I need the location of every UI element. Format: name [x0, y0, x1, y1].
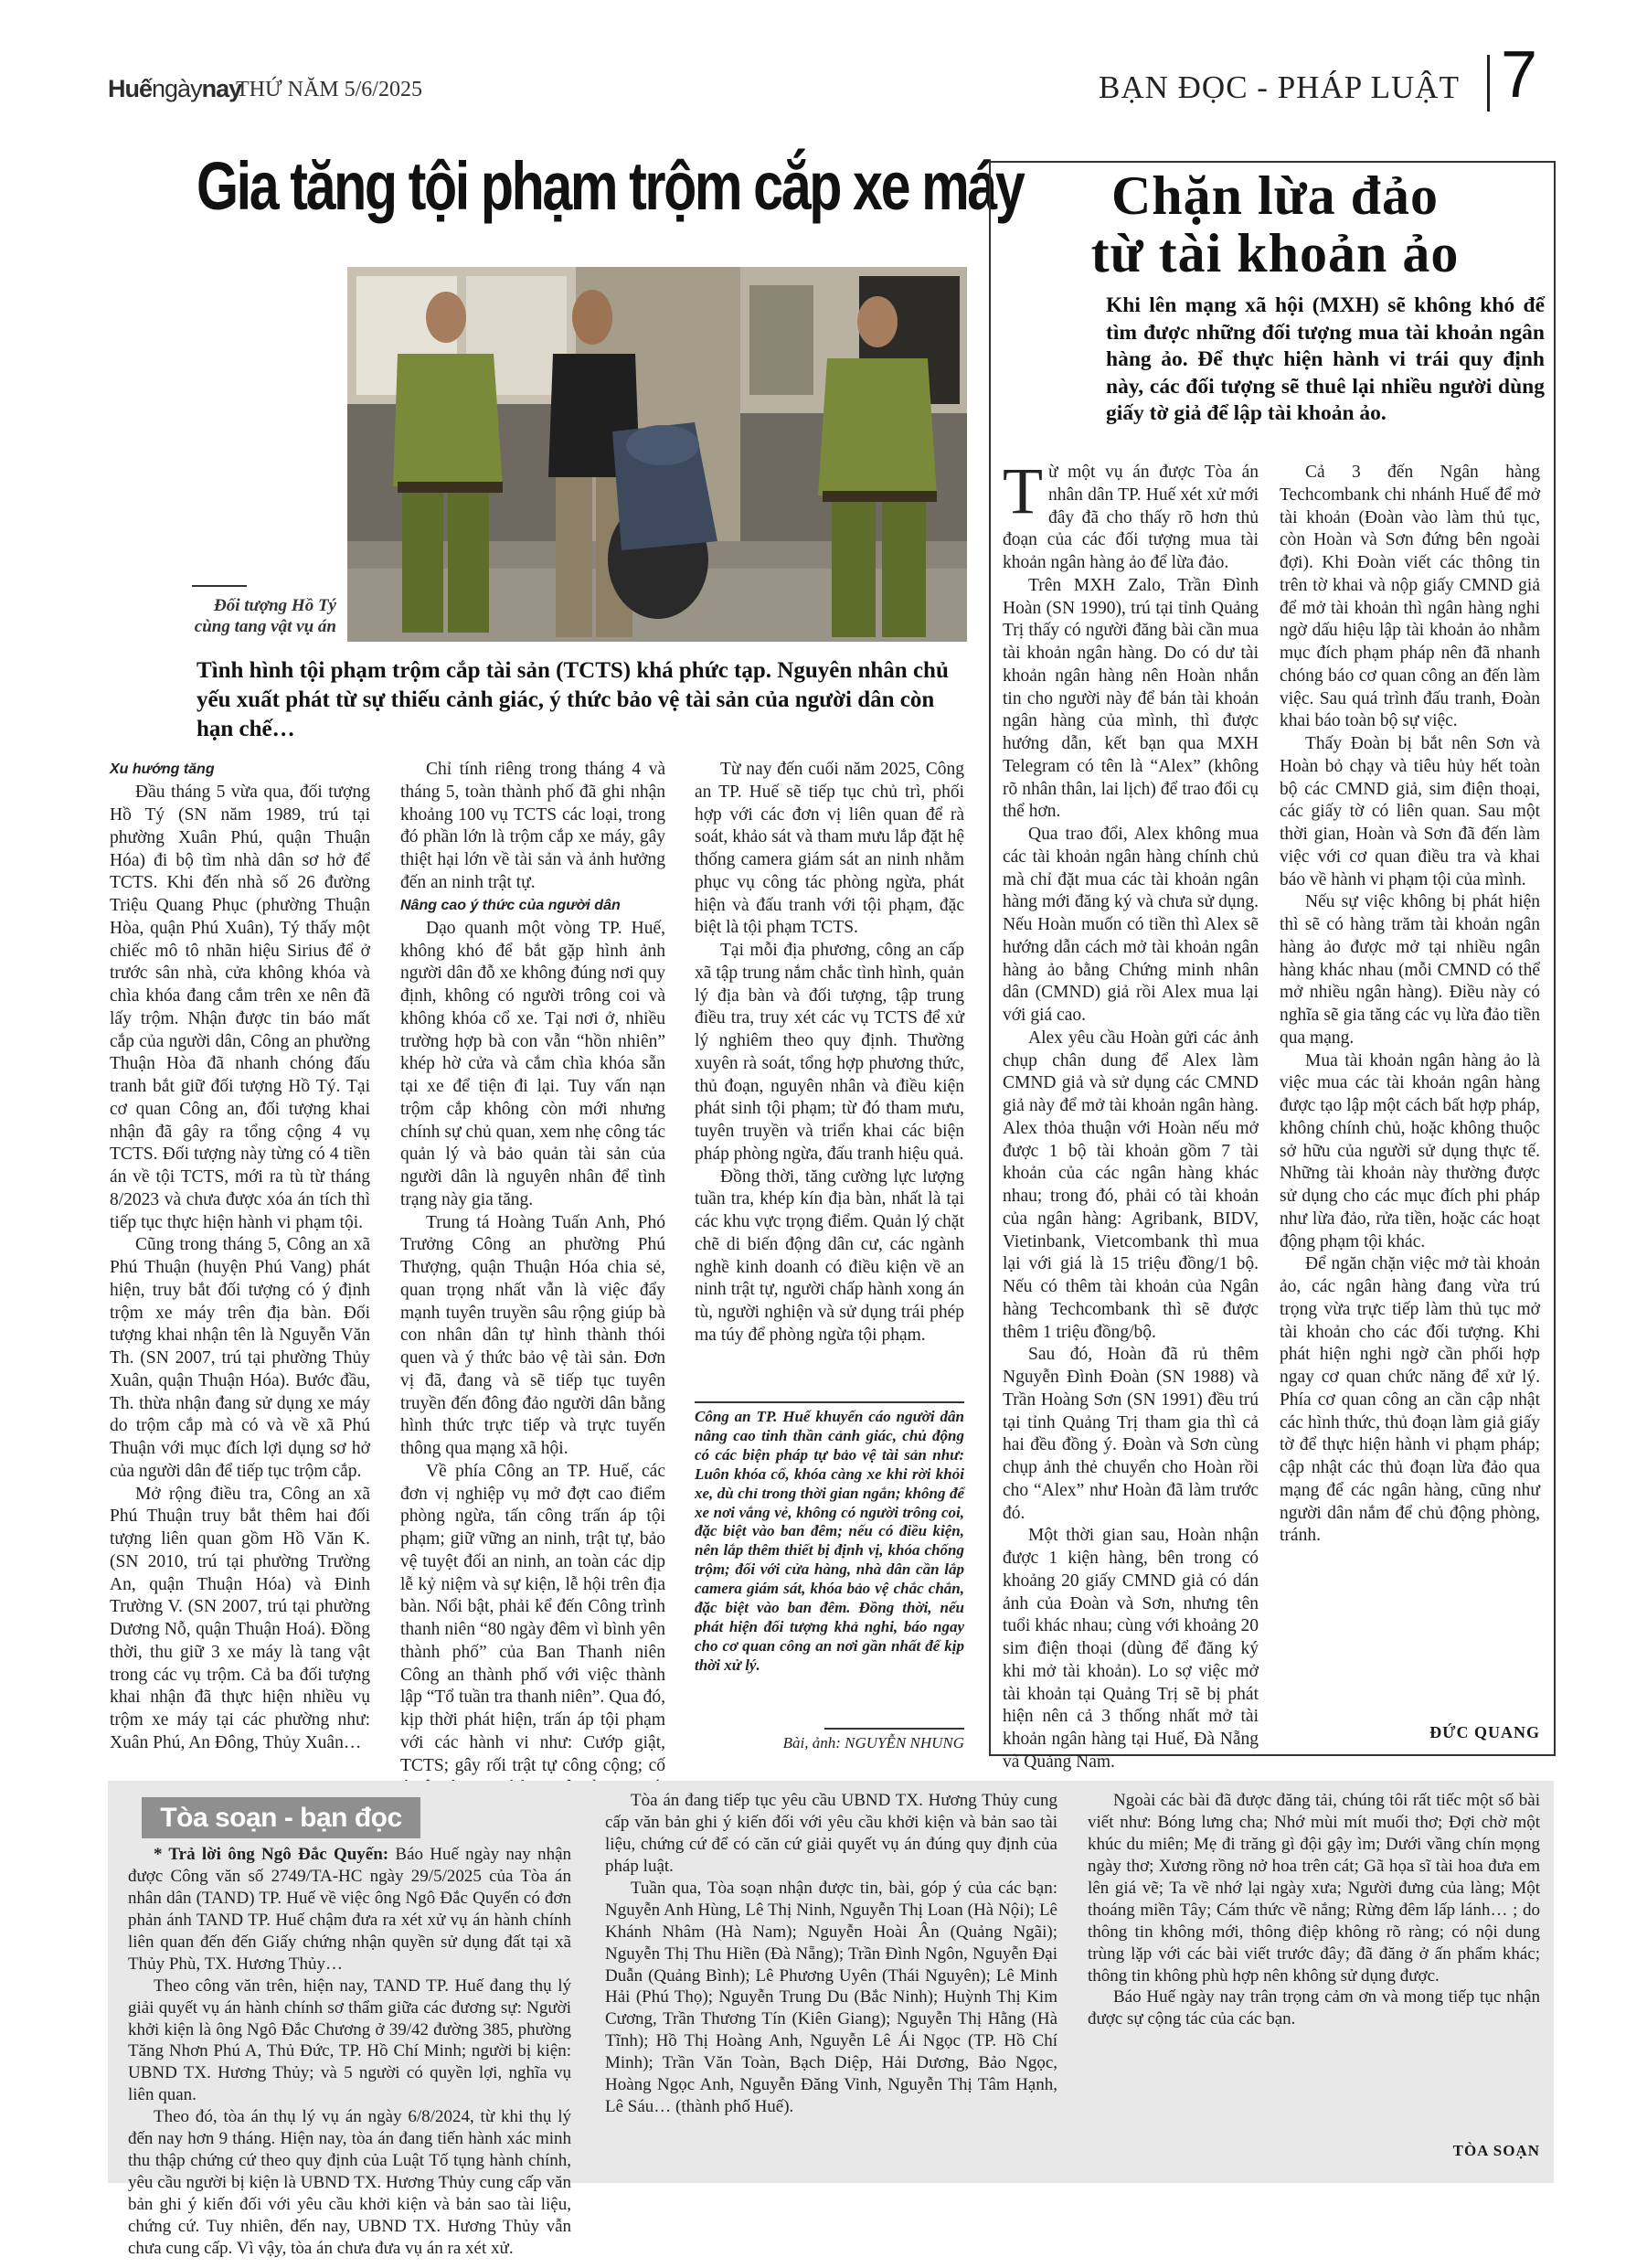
logo-part-hue: Huế: [108, 75, 153, 102]
note-rule: [695, 1401, 964, 1403]
article-title[interactable]: [1005, 167, 1545, 282]
reader-box-column-1: [128, 1844, 571, 2260]
reader-box-signature: TÒA SOẠN: [1452, 2142, 1540, 2159]
section-title: BẠN ĐỌC - PHÁP LUẬT: [1099, 69, 1460, 105]
paragraph: Tòa án đang tiếp tục yêu cầu UBND TX. Hương Thủy cung cấp văn bản ghi ý kiến đối với yêu cầu khởi kiện và bản sao tài liệu, chứng cứ để có căn cứ giải quyết vụ án đúng quy định của pháp luật.: [605, 1791, 1057, 1876]
paragraph: Mua tài khoản ngân hàng ảo là việc mua các tài khoản ngân hàng được tạo lập một cách bất hợp pháp, không chính chủ, hoặc không thuộc sở hữu của người sử dụng thực tế. Những tài khoản này thường được sử dụng cho các mục đích phi pháp như lừa đảo, rửa tiền, hoặc các hoạt động phạm tội khác.: [1280, 1050, 1540, 1251]
paragraph: Cũng trong tháng 5, Công an xã Phú Thuận (huyện Phú Vang) phát hiện, truy bắt đối tượng có ý định trộm xe máy trên địa bàn. Đối tượng khai nhận tên là Nguyễn Văn Th. (SN 2007, trú tại phường Thủy Xuân, quận Thuận Hóa). Bước đầu, Th. thừa nhận đang sử dụng xe máy do trộm cắp mà có và về xã Phú Thuận với mục đích lợi dụng sơ hở của người dân để tiếp tục trộm cắp.: [110, 1235, 370, 1481]
paragraph: [1003, 454, 1259, 575]
title-line: Chặn lừa đảo: [1110, 165, 1440, 226]
caption-rule: [192, 585, 247, 587]
paragraph: Để ngăn chặn việc mở tài khoản ảo, các ngân hàng đang vừa trú trọng vừa trực tiếp làm thủ tục mở tài khoản cho các đối tượng. Khi phát hiện nghi ngờ cần phối hợp ngay cơ quan chức năng để xử lý. Phía cơ quan công an cần cập nhật các hình thức, thủ đoạn làm giả giấy tờ để thực hiện hành vi phạm pháp; cập nhật các thủ đoạn lừa đảo qua mạng để các ngân hàng, cũng như người dân nắm để chủ động phòng, tránh.: [1280, 1254, 1540, 1546]
paragraph-text: Báo Huế ngày nay nhận được Công văn số 2749/TA-HC ngày 29/5/2025 của Tòa án nhân dân (TAND) TP. Huế về việc ông Ngô Đắc Quyến có đơn phản ánh TAND TP. Huế chậm đưa ra xét xử vụ án hành chính liên quan đến đến Giấy chứng nhận quyền sử dụng đất tại xã Thủy Phù, TX. Hương Thủy…: [128, 1845, 572, 1974]
issue-date: THỨ NĂM 5/6/2025: [236, 78, 422, 101]
reader-box-column-2: [605, 1790, 1057, 2118]
advisory-note: Công an TP. Huế khuyến cáo người dân nâng cao tinh thần cảnh giác, chủ động có các biện pháp tự bảo vệ tài sản như: Luôn khóa cổ, khóa càng xe khi rời khỏi xe, dù chỉ trong thời gian ngắn; không để xe nơi vắng vẻ, không có người trông coi, đặc biệt vào ban đêm; nếu có điều kiện, nên lắp thêm thiết bị định vị, khóa chống trộm; đối với cửa hàng, nhà dân cần lắp camera giám sát, khóa bảo vệ chắc chắn, đặc biệt vào ban đêm. Đồng thời, nếu phát hiện đối tượng khả nghi, báo ngay cho cơ quan công an nơi gần nhất để kịp thời xử lý.: [695, 1408, 964, 1674]
paragraph: Trung tá Hoàng Tuấn Anh, Phó Trưởng Công an phường Phú Thượng, quận Thuận Hóa chia sẻ, quan trọng nhất vẫn là việc đẩy mạnh tuyên truyền sâu rộng giúp bà con nhân dân tự hình thành thói quen và ý thức bảo vệ tài sản. Đơn vị đã, đang và sẽ tiếp tục tuyên truyền đến đông đảo người dân bằng hình thức trực tiếp và trực tuyến thông qua mạng xã hội.: [400, 1212, 665, 1459]
page-number: 7: [1501, 38, 1538, 112]
photo-caption-line: Đối tượng Hồ Tý: [214, 596, 336, 615]
paragraph: Từ nay đến cuối năm 2025, Công an TP. Huế sẽ tiếp tục chủ trì, phối hợp với các đơn vị liên quan để rà soát, khảo sát và tham mưu lắp đặt hệ thống camera giám sát an ninh nhằm phục vụ công tác phòng ngừa, phát hiện và đấu tranh với tội phạm, đặc biệt là tội phạm TCTS.: [695, 760, 964, 938]
photo-caption: [146, 596, 336, 638]
reply-heading: * Trả lời ông Ngô Đắc Quyến:: [154, 1845, 389, 1864]
paragraph: Một thời gian sau, Hoàn nhận được 1 kiện hàng, bên trong có khoảng 20 giấy CMND giả có dán ảnh của Đoàn và Sơn, nhưng tên tuổi khác nhau; cùng với khoảng 20 sim điện thoại (dùng để đăng ký khi mở tài khoản). Lo sợ việc mở tài khoản tại Quảng Trị sẽ bị phát hiện nên cả 3 thống nhất mở tài khoản ngân hàng tại Huế, Đà Nẵng và Quảng Nam.: [1003, 1526, 1259, 1772]
reader-box-label: Tòa soạn - bạn đọc: [160, 1803, 402, 1833]
article-title[interactable]: Gia tăng tội phạm trộm cắp xe máy: [197, 148, 1024, 224]
paragraph: Nếu sự việc không bị phát hiện thì sẽ có hàng trăm tài khoản ngân hàng ảo được mở tại nhiều ngân hàng khác nhau (mỗi CMND có thể mở nhiều ngân hàng). Điều này có nghĩa sẽ gia tăng các vụ lừa đảo tiền qua mạng.: [1280, 892, 1540, 1048]
title-line: từ tài khoản ảo: [1090, 223, 1460, 283]
paragraph: Thấy Đoàn bị bắt nên Sơn và Hoàn bỏ chạy và tiêu hủy hết toàn bộ các CMND giả, sim điện thoại, các giấy tờ có liên quan. Sau một thời gian, Hoàn và Sơn đã đến làm việc với cơ quan điều tra và khai báo về hành vi phạm tội của mình.: [1280, 734, 1540, 889]
header-divider: [1487, 55, 1490, 112]
paragraph: Qua trao đổi, Alex không mua các tài khoản ngân hàng chính chủ mà chỉ đặt mua các tài khoản ngân hàng mới đăng ký và chưa sử dụng. Nếu Hoàn muốn có tiền thì Alex sẽ hướng dẫn cách mở tài khoản ngân hàng ảo bằng Chứng minh nhân dân (CMND) giả rồi Alex mua lại với giá cao.: [1003, 825, 1259, 1025]
paragraph: Mở rộng điều tra, Công an xã Phú Thuận truy bắt thêm hai đối tượng liên quan gồm Hồ Văn K. (SN 2010, trú tại phường Trường An, quận Thuận Hóa) và Đinh Trường V. (SN 2007, trú tại phường Dương Nỗ, quận Thuận Hoá). Đồng thời, thu giữ 3 xe máy là tang vật trong các vụ trộm. Cả ba đối tượng khai nhận đã thực hiện nhiều vụ trộm xe máy tại các phường như: Xuân Phú, An Đông, Thủy Xuân…: [110, 1484, 370, 1752]
paragraph: Ngoài các bài đã được đăng tải, chúng tôi rất tiếc một số bài viết như: Bóng lưng cha; Nhớ mùi mít muối thơ; Đợi chờ một khúc du miên; Mẹ đi trăng gì đội gậy ìm; Dưới vầng chín mọng ngày thơ; Xương rồng nở hoa trên cát; Gã họa sĩ tài hoa đưa em lên giá vẽ; Ta về nhớ lại ngày xưa; Người đưng của làng; Một thoáng miền Tây; Cám thức về nắng; Rừng đêm lấp lánh… ; do thông tin không mới, thông điệp không rõ ràng; có nội dung trùng lặp với các bài viết trước đây; đã đăng ở ấn phẩm khác; thông tin không phù hợp nên không sử dụng được.: [1088, 1791, 1540, 1986]
article-byline: Bài, ảnh: NGUYỄN NHUNG: [782, 1734, 964, 1752]
article-byline: ĐỨC QUANG: [1429, 1723, 1540, 1741]
paragraph: Sau đó, Hoàn đã rủ thêm Nguyễn Đình Đoàn (SN 1988) và Trần Hoàng Sơn (SN 1991) đều trú tại tỉnh Quảng Trị tham gia thì cả hai đều đồng ý. Đoàn và Sơn cùng chụp ảnh thẻ chuyển cho Hoàn rồi cho “Alex” như Hoàn đã làm trước đó.: [1003, 1345, 1259, 1523]
subheading: Xu hướng tăng: [110, 761, 215, 777]
article-column-1: [110, 759, 370, 1755]
masthead-logo[interactable]: [108, 75, 241, 103]
paragraph-text: ừ một vụ án được Tòa án nhân dân TP. Huế xét xử mới đây đã cho thấy rõ hơn thủ đoạn của các đối tượng mua tài khoản ngân hàng ảo để lừa đảo.: [1003, 463, 1259, 572]
subheading: Nâng cao ý thức của người dân: [400, 897, 621, 913]
paragraph: Đồng thời, tăng cường lực lượng tuần tra, khép kín địa bàn, nhất là tại các khu vực trọng điểm. Quản lý chặt chẽ di biến động dân cư, các ngành nghề kinh doanh có điều kiện về an ninh trật tự, người chấp hành xong án tù, người nghiện và sử dụng trái phép ma túy để phòng ngừa tội phạm.: [695, 1166, 964, 1345]
paragraph: Theo công văn trên, hiện nay, TAND TP. Huế đang thụ lý giải quyết vụ án hành chính sơ thẩm giữa các đương sự: Người khởi kiện là ông Ngô Đắc Chương ở 39/42 đường 385, phường Tăng Nhơn Phú A, Thủ Đức, TP. Hồ Chí Minh; người bị kiện: UBND TX. Hương Thủy; và 5 người có quyền lợi, nghĩa vụ liên quan.: [128, 1975, 571, 2105]
article-lead: Khi lên mạng xã hội (MXH) sẽ không khó để tìm được những đối tượng mua tài khoản ngân hàng ảo. Để thực hiện hành vi trái quy định này, các đối tượng sẽ thuê lại nhiều người dùng giấy tờ giả để lập tài khoản ảo.: [1106, 293, 1545, 426]
logo-part-nay: nay: [201, 75, 242, 102]
paragraph: Đầu tháng 5 vừa qua, đối tượng Hồ Tý (SN năm 1989, trú tại phường Xuân Phú, quận Thuận Hóa) đi bộ tìm nhà dân sơ hở để TCTS. Khi đến nhà số 26 đường Triệu Quang Phục (phường Thuận Hòa, quận Phú Xuân), Tý thấy một chiếc mô tô nhãn hiệu Sirius để ở trước sân nhà, cửa không khóa và chìa khóa đang cắm trên xe nên đã lấy trộm. Nhận được tin báo mất cắp của người dân, Công an phường Thuận Hòa đã nhanh chóng đấu tranh bắt giữ đối tượng Hồ Tý. Tại cơ quan Công an, đối tượng khai nhận đã gây ra tổng cộng 4 vụ TCTS. Đối tượng này từng có 4 tiền án về tội TCTS, mới ra tù từ tháng 8/2023 và chưa được xóa án tích thì tiếp tục thực hiện hành vi phạm tội.: [110, 783, 370, 1232]
article-lead: Tình hình tội phạm trộm cắp tài sản (TCTS) khá phức tạp. Nguyên nhân chủ yếu xuất phát từ sự thiếu cảnh giác, ý thức bảo vệ tài sản của người dân còn hạn chế…: [197, 658, 949, 741]
photo-caption-line: cùng tang vật vụ án: [194, 616, 336, 636]
paragraph: Về phía Công an TP. Huế, các đơn vị nghiệp vụ mở đợt cao điểm phòng ngừa, tấn công trấn áp tội phạm; giữ vững an ninh, trật tự, bảo vệ tuyệt đối an ninh, an toàn các dịp lễ kỷ niệm và sự kiện, lễ hội trên địa bàn. Nổi bật, phải kể đến Công trình thanh niên “80 ngày đêm vì bình yên thành phố” của Ban Thanh niên Công an thành phố với việc thành lập “Tổ tuần tra thanh niên”. Qua đó, kịp thời phát hiện, trấn áp tội phạm với các hành vi như: Cướp giật, TCTS; gây rối trật tự công cộng; cố: [400, 1461, 665, 1775]
paragraph: Alex yêu cầu Hoàn gửi các ảnh chụp chân dung để Alex làm CMND giả và sử dụng các CMND giả này để mở tài khoản ngân hàng. Alex thỏa thuận với Hoàn nếu mở được 1 bộ tài khoản gồm 7 tài khoản của các ngân hàng khác nhau; trong đó, phải có tài khoản của ngân hàng: Agribank, BIDV, Vietinbank, Vietcombank thì mua lại với giá là 15 triệu đồng/1 bộ. Nếu có thêm tài khoản của Ngân hàng Techcombank thì sẽ được thêm 1 triệu đồng/bộ.: [1003, 1028, 1259, 1342]
police-and-suspect-photo: [347, 267, 967, 642]
paragraph: Theo đó, tòa án thụ lý vụ án ngày 6/8/2024, từ khi thụ lý đến nay hơn 9 tháng. Hiện nay, tòa án đang tiến hành xác minh thu thập chứng cứ theo quy định của Luật Tố tụng hành chính, yêu cầu người bị kiện là UBND TX. Hương Thủy cung cấp văn bản ghi ý kiến đối với yêu cầu khởi kiện và bản sao tài liệu, chứng cứ. Tuy nhiên, đến nay, UBND TX. Hương Thủy vẫn chưa cung cấp. Vì vậy, tòa án chưa đưa vụ án ra xét xử.: [128, 2107, 571, 2258]
note-rule: [824, 1728, 964, 1730]
article-column-1: [1003, 454, 1259, 1774]
reader-box-column-3: [1088, 1790, 1540, 2030]
article-column-3: [695, 759, 964, 1347]
paragraph: Tuần qua, Tòa soạn nhận được tin, bài, góp ý của các bạn: Nguyễn Anh Hùng, Lê Thị Ninh, Nguyễn Thị Loan (Hà Nội); Lê Khánh Nhâm (Hà Nam); Nguyễn Hoài Ân (Quảng Ngãi); Nguyễn Thị Thu Hiền (Đà Nẵng); Trần Đình Ngôn, Nguyễn Đại Duẫn (Quảng Bình); Lê Phương Uyên (Thái Nguyên); Lê Minh Hải (Phú Thọ); Nguyễn Trung Du (Bắc Ninh); Huỳnh Thị Kim Cương, Trần Thương Tín (Kiên Giang); Nguyễn Thị Hằng (Hà Tĩnh); Hồ Thị Hoàng Anh, Nguyễn Lê Ái Ngọc (TP. Hồ Chí Minh); Trần Văn Toàn, Bạch Diệp, Hải Dương, Bảo Ngọc, Hoàng Ngọc Anh, Nguyễn Đăng Vinh, Nguyễn Thị Tâm Hạnh, Lê Sáu… (thành phố Huế).: [605, 1878, 1057, 2117]
article-column-2: [400, 759, 665, 1823]
paragraph: Chỉ tính riêng trong tháng 4 và tháng 5, toàn thành phố đã ghi nhận khoảng 100 vụ TCTS các loại, trong đó phần lớn là trộm cắp xe máy, gây thiệt hại lớn về tài sản và ảnh hưởng đến an ninh trật tự.: [400, 760, 665, 892]
article-column-2: [1280, 462, 1540, 1548]
paragraph: Tại mỗi địa phương, công an cấp xã tập trung nắm chắc tình hình, quản lý địa bàn và đối tượng, tập trung điều tra, truy xét các vụ TCTS để xử lý nghiêm theo quy định. Thường xuyên rà soát, tổng hợp phương thức, thủ đoạn, nguyên nhân và điều kiện phát sinh tội phạm; từ đó tham mưu, tuyên truyền và triển khai các biện pháp phòng ngừa, đấu tranh hiệu quả.: [695, 941, 964, 1164]
article-photo[interactable]: [347, 267, 967, 642]
paragraph: Báo Huế ngày nay trân trọng cảm ơn và mong tiếp tục nhận được sự cộng tác của các bạn.: [1088, 1987, 1540, 2029]
paragraph: [128, 1844, 571, 1975]
paragraph: Cả 3 đến Ngân hàng Techcombank chi nhánh Huế để mở tài khoản (Đoàn vào làm thủ tục, còn Hoàn và Sơn đứng bên ngoài đợi). Khi Đoàn viết các thông tin trên tờ khai và nộp giấy CMND giả để mở tài khoản thì ngân hàng nghi ngờ dấu hiệu lập tài khoản ảo nhằm mục đích phạm pháp nên đã nhanh chóng báo cơ quan công an đến làm việc. Sau quá trình đấu tranh, Đoàn khai báo toàn bộ sự việc.: [1280, 463, 1540, 731]
paragraph: Trên MXH Zalo, Trần Đình Hoàn (SN 1990), trú tại tỉnh Quảng Trị thấy có người đăng bài cần mua tài khoản ngân hàng. Do có dư tài khoản ngân hàng nên Hoàn nhắn tin cho người này để bán tài khoản ngân hàng của mình, thì được hướng dẫn, kết bạn qua MXH Telegram có tên là “Alex” (không rõ nhân thân, lai lịch) để trao đổi cụ thể hơn.: [1003, 575, 1259, 822]
paragraph: Dạo quanh một vòng TP. Huế, không khó để bắt gặp hình ảnh người dân đỗ xe không đúng nơi quy định, không có người trông coi và không khóa cổ xe. Tại nơi ở, nhiều trường hợp bà con vẫn “hồn nhiên” khép hờ cửa và cắm chìa khóa sẵn tại xe để tiện đi lại. Tuy vấn nạn trộm cắp không còn mới nhưng chính sự chủ quan, xem nhẹ công tác quản lý và bảo quản tài sản của người dân là nguyên nhân để tình trạng này gia tăng.: [400, 918, 665, 1209]
drop-cap: T: [1003, 454, 1043, 527]
logo-part-ngay: ngày: [152, 75, 202, 102]
